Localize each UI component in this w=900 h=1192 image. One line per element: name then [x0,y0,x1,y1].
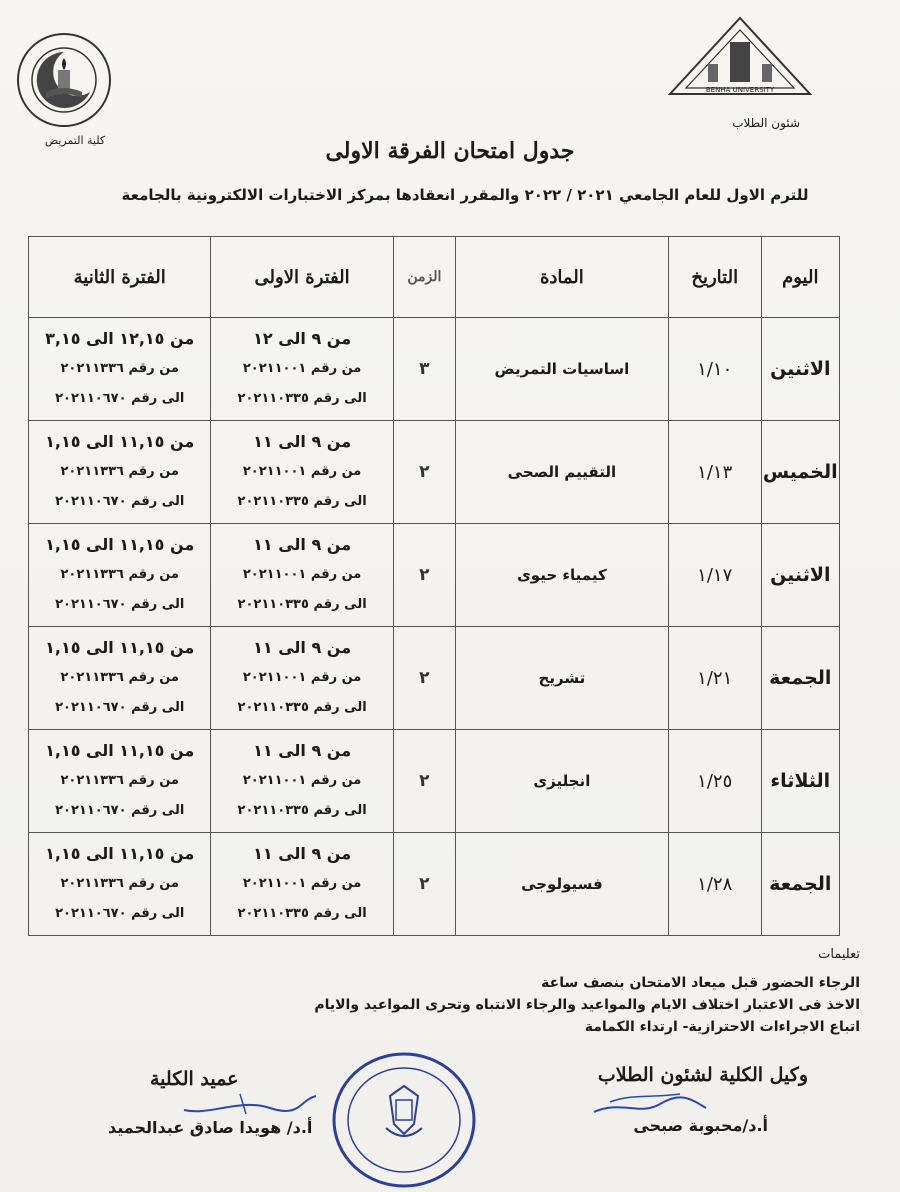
benha-university-logo [660,12,820,100]
cell-period-1 [211,627,393,730]
logo-right-text: BENHA UNIVERSITY [705,86,775,94]
period-1-to: الى رقم ٢٠٢١١٠٣٣٥ [237,494,367,509]
official-stamp-icon [330,1050,478,1190]
cell-period-2 [29,627,211,730]
period-2-to: الى رقم ٢٠٢١١٠٦٧٠ [55,391,185,406]
header-duration: الزمن [393,237,455,318]
table-row [29,524,840,627]
period-2-time: من ١١,١٥ الى ١,١٥ [45,844,195,863]
period-2-time: من ١١,١٥ الى ١,١٥ [45,535,195,554]
period-1-from: من رقم ٢٠٢١١٠٠١ [242,361,362,376]
cell-period-1 [211,524,393,627]
instructions-heading: تعليمات [818,947,860,962]
cell-duration: ٢ [393,524,455,627]
cell-day: الخميس [761,421,839,524]
period-2-time: من ١١,١٥ الى ١,١٥ [45,432,195,451]
cell-day: الاثنين [761,318,839,421]
exam-schedule-table [28,236,840,936]
period-2-time: من ١١,١٥ الى ١,١٥ [45,638,195,657]
cell-date: ١/٢٨ [668,833,761,936]
faculty-caption: كلية التمريض [44,134,106,147]
period-1-time: من ٩ الى ١٢ [253,329,352,348]
cell-subject: كيمياء حيوى [455,524,668,627]
period-1-time: من ٩ الى ١١ [253,741,352,760]
faculty-of-nursing-logo [14,30,114,130]
cell-period-1 [211,730,393,833]
cell-period-2 [29,833,211,936]
period-2-from: من رقم ٢٠٢١١٣٣٦ [60,876,179,891]
period-2-from: من رقم ٢٠٢١١٣٣٦ [60,670,179,685]
page-subtitle: للترم الاول للعام الجامعي ٢٠٢١ / ٢٠٢٢ والمقرر انعقادها بمركز الاختبارات الالكترونية بالجامعة [121,186,809,204]
period-1-to: الى رقم ٢٠٢١١٠٣٣٥ [237,906,367,921]
cell-date: ١/١٠ [668,318,761,421]
period-1-from: من رقم ٢٠٢١١٠٠١ [242,567,362,582]
cell-date: ١/٢٥ [668,730,761,833]
student-affairs-caption: شئون الطلاب [732,116,800,130]
cell-subject: اساسيات التمريض [455,318,668,421]
cell-day: الجمعة [761,833,839,936]
period-1-from: من رقم ٢٠٢١١٠٠١ [242,876,362,891]
dean-signature-icon [180,1090,320,1120]
cell-period-1 [211,833,393,936]
cell-duration: ٢ [393,421,455,524]
table-header-row [29,237,840,318]
cell-duration: ٢ [393,627,455,730]
cell-period-2 [29,730,211,833]
period-1-time: من ٩ الى ١١ [253,638,352,657]
header-day: اليوم [761,237,839,318]
cell-day: الثلاثاء [761,730,839,833]
cell-period-1 [211,318,393,421]
cell-subject: انجليزى [455,730,668,833]
cell-period-2 [29,318,211,421]
cell-subject: فسيولوجى [455,833,668,936]
dean-name: أ.د/ هويدا صادق عبدالحميد [108,1118,313,1137]
cell-day: الاثنين [761,524,839,627]
cell-period-2 [29,421,211,524]
table-row [29,627,840,730]
header-subject: المادة [455,237,668,318]
cell-date: ١/١٧ [668,524,761,627]
period-2-from: من رقم ٢٠٢١١٣٣٦ [60,773,179,788]
instructions-block [140,944,860,1038]
period-1-from: من رقم ٢٠٢١١٠٠١ [242,464,362,479]
period-2-time: من ١١,١٥ الى ١,١٥ [45,741,195,760]
period-2-from: من رقم ٢٠٢١١٣٣٦ [60,361,179,376]
period-1-from: من رقم ٢٠٢١١٠٠١ [242,773,362,788]
period-2-to: الى رقم ٢٠٢١١٠٦٧٠ [55,494,185,509]
cell-duration: ٢ [393,833,455,936]
table-row [29,730,840,833]
period-2-from: من رقم ٢٠٢١١٣٣٦ [60,567,179,582]
period-1-time: من ٩ الى ١١ [253,844,352,863]
period-1-from: من رقم ٢٠٢١١٠٠١ [242,670,362,685]
period-1-to: الى رقم ٢٠٢١١٠٣٣٥ [237,597,367,612]
page-title: جدول امتحان الفرقة الاولى [325,138,575,164]
header-period-2: الفترة الثانية [29,237,211,318]
period-1-time: من ٩ الى ١١ [253,432,352,451]
instruction-item: الاخذ فى الاعتبار اختلاف الايام والمواعيد والرجاء الانتباه وتحرى المواعيد والايام [314,997,860,1013]
header-date: التاريخ [668,237,761,318]
table-row [29,318,840,421]
instruction-item: الرجاء الحضور قبل ميعاد الامتحان بنصف ساعة [541,975,860,991]
period-1-to: الى رقم ٢٠٢١١٠٣٣٥ [237,700,367,715]
cell-duration: ٣ [393,318,455,421]
cell-date: ١/١٣ [668,421,761,524]
period-2-to: الى رقم ٢٠٢١١٠٦٧٠ [55,597,185,612]
cell-day: الجمعة [761,627,839,730]
cell-duration: ٢ [393,730,455,833]
cell-period-1 [211,421,393,524]
cell-subject: التقييم الصحى [455,421,668,524]
vice-dean-name: أ.د/محبوبة صبحى [633,1116,768,1135]
period-1-to: الى رقم ٢٠٢١١٠٣٣٥ [237,803,367,818]
period-2-time: من ١٢,١٥ الى ٣,١٥ [45,329,195,348]
period-1-time: من ٩ الى ١١ [253,535,352,554]
instruction-item: اتباع الاجراءات الاحترازية- ارتداء الكمامة [584,1019,860,1035]
dean-title: عميد الكلية [150,1068,239,1090]
table-row [29,421,840,524]
cell-date: ١/٢١ [668,627,761,730]
period-1-to: الى رقم ٢٠٢١١٠٣٣٥ [237,391,367,406]
table-row [29,833,840,936]
header-period-1: الفترة الاولى [211,237,393,318]
cell-period-2 [29,524,211,627]
period-2-to: الى رقم ٢٠٢١١٠٦٧٠ [55,906,185,921]
period-2-to: الى رقم ٢٠٢١١٠٦٧٠ [55,803,185,818]
period-2-to: الى رقم ٢٠٢١١٠٦٧٠ [55,700,185,715]
period-2-from: من رقم ٢٠٢١١٣٣٦ [60,464,179,479]
cell-subject: تشريح [455,627,668,730]
vice-dean-title: وكيل الكلية لشئون الطلاب [597,1064,808,1086]
